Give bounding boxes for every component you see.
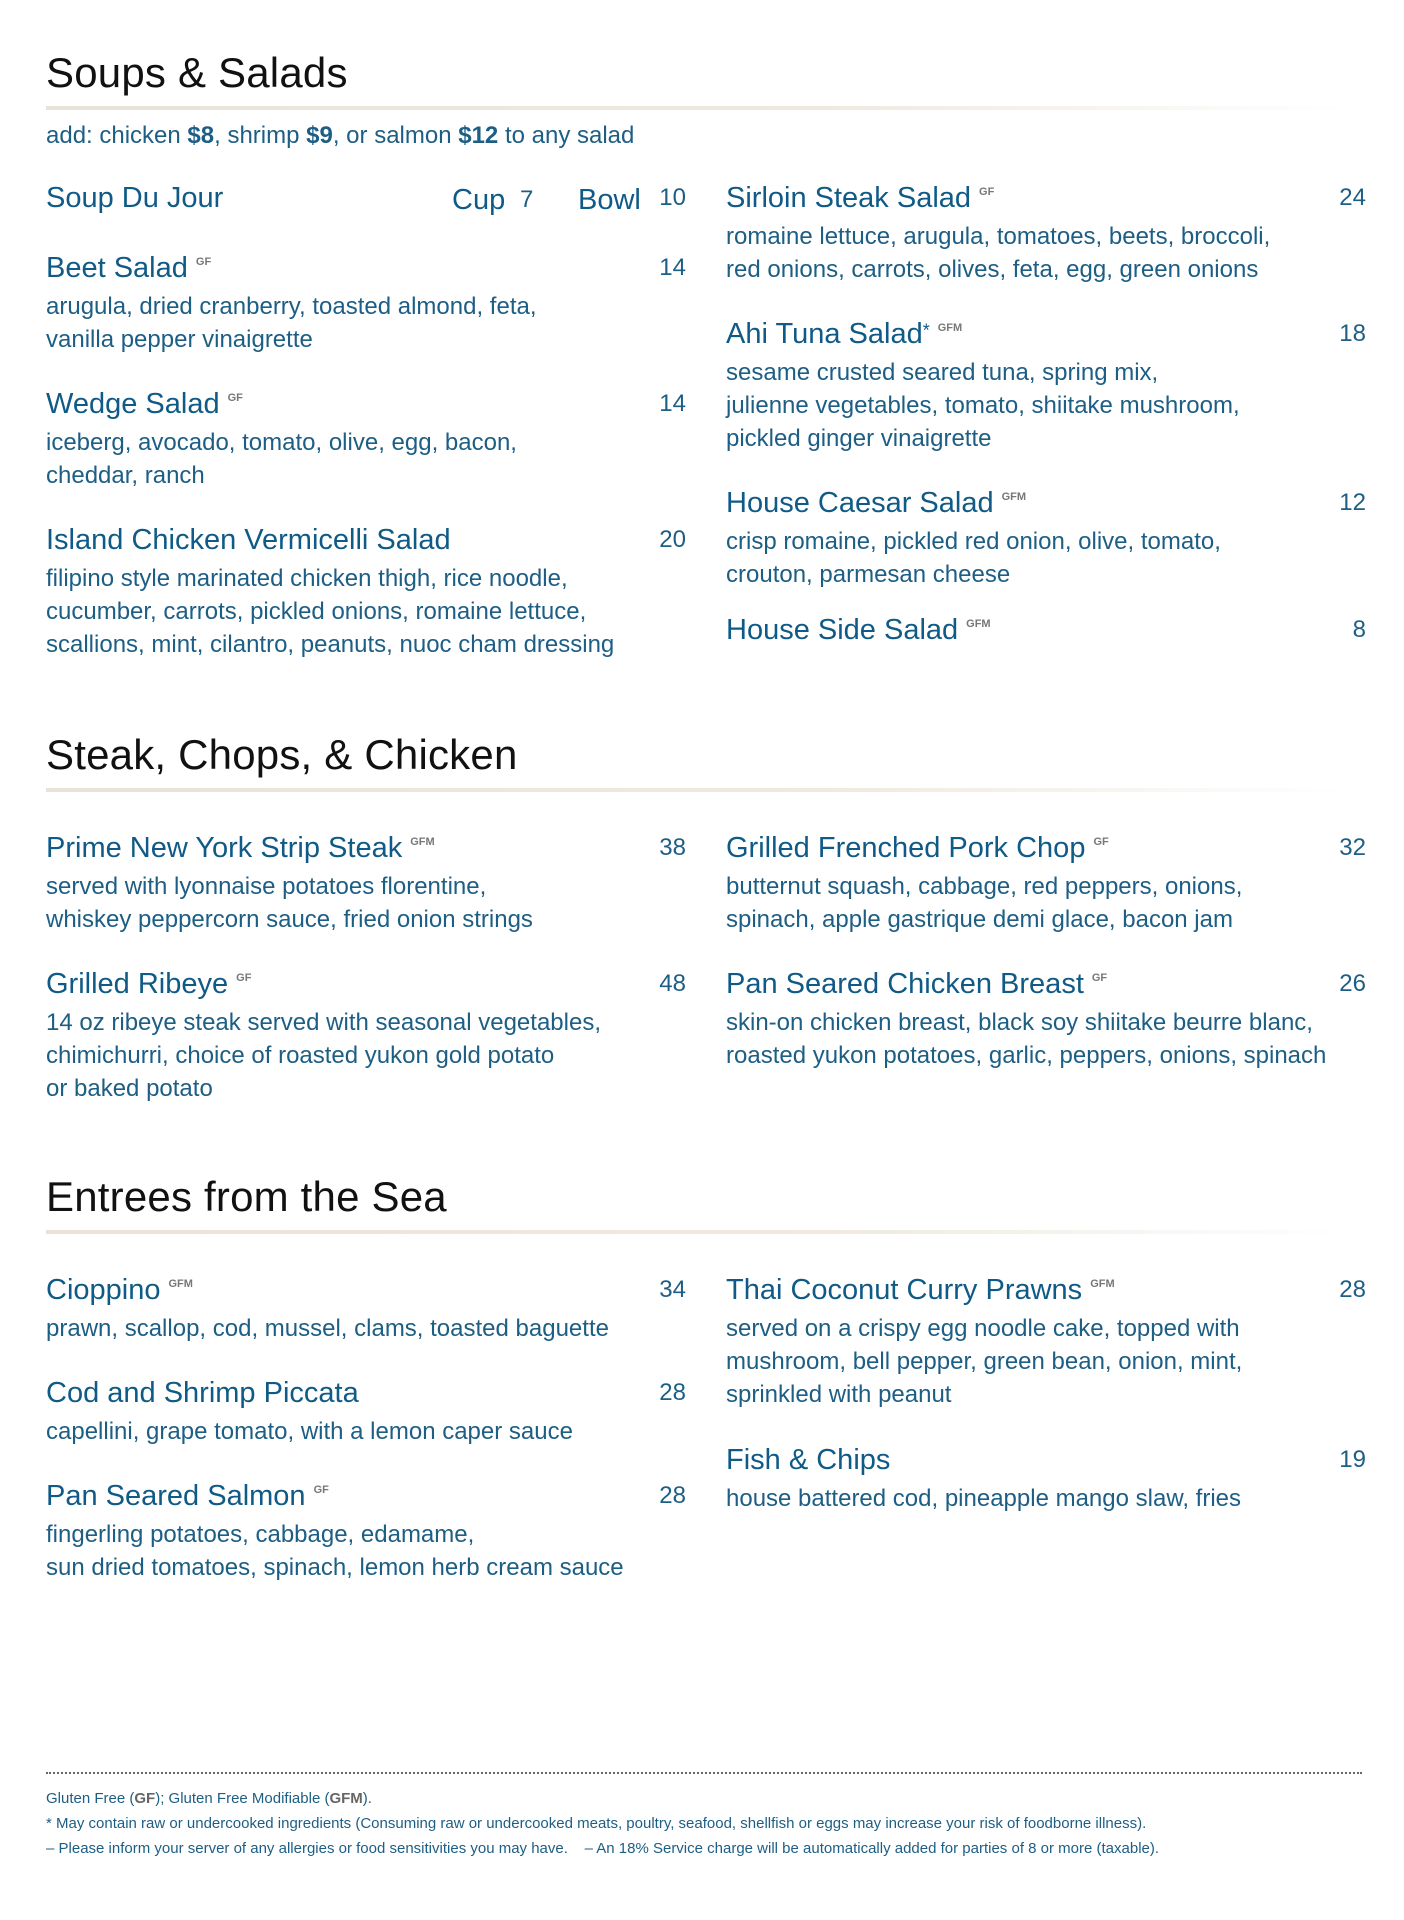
section-divider <box>46 1230 1346 1234</box>
section-divider <box>46 788 1346 792</box>
item-name: Ahi Tuna Salad <box>726 318 923 350</box>
item-price: 28 <box>659 1379 686 1406</box>
item-description-line: sesame crusted seared tuna, spring mix, <box>726 359 1159 386</box>
item-price: 12 <box>1339 489 1366 516</box>
menu-item-prime-new-york-strip-steak <box>46 832 686 936</box>
item-name: Sirloin Steak Salad <box>726 182 972 214</box>
item-price: 19 <box>1339 1446 1366 1473</box>
menu-item-wedge-salad <box>46 388 686 492</box>
item-price: 14 <box>659 390 686 417</box>
item-header <box>726 1444 1366 1482</box>
item-description-line: crouton, parmesan cheese <box>726 561 1011 588</box>
sea-section <box>46 1170 1356 1234</box>
menu-item-thai-coconut-curry-prawns <box>726 1274 1366 1411</box>
menu-item-cioppino <box>46 1274 686 1345</box>
item-description-line: prawn, scallop, cod, mussel, clams, toasted baguette <box>46 1315 609 1342</box>
item-description-line: capellini, grape tomato, with a lemon caper sauce <box>46 1418 573 1445</box>
item-description-line: house battered cod, pineapple mango slaw, fries <box>726 1485 1242 1512</box>
item-header <box>726 832 1366 870</box>
item-description-line: sprinkled with peanut <box>726 1381 952 1408</box>
legend-gfm: GFM <box>329 1790 363 1807</box>
item-price: 8 <box>1352 616 1366 643</box>
dietary-tag: GF <box>227 391 243 404</box>
legend-text: Gluten Free ( <box>46 1790 135 1807</box>
footer-raw-warning: * May contain raw or undercooked ingredients (Consuming raw or undercooked meats, poultry, seafood, shellfish or eggs may increase your risk of foodborne illness). <box>46 1815 1147 1832</box>
item-header <box>726 614 1366 652</box>
item-header <box>726 1274 1366 1312</box>
menu-item-cod-and-shrimp-piccata <box>46 1377 686 1448</box>
item-name: Pan Seared Salmon <box>46 1480 306 1512</box>
addon-text: , shrimp <box>214 122 307 149</box>
section-divider <box>46 106 1346 110</box>
steak-section <box>46 728 1356 792</box>
dietary-tag: GFM <box>937 321 963 334</box>
item-header <box>46 524 686 562</box>
footer-dotted-divider <box>46 1772 1362 1774</box>
chicken-addon-price: $8 <box>187 122 215 149</box>
cup-price: 7 <box>520 186 534 213</box>
menu-item-house-caesar-salad <box>726 487 1366 591</box>
item-description-line: julienne vegetables, tomato, shiitake mushroom, <box>726 392 1240 419</box>
dietary-tag: GFM <box>1090 1277 1115 1290</box>
item-header <box>46 1480 686 1518</box>
item-price: 28 <box>659 1482 686 1509</box>
raw-warning-asterisk: * <box>922 320 930 341</box>
item-description-line: iceberg, avocado, tomato, olive, egg, bacon, <box>46 429 517 456</box>
item-header <box>46 252 686 290</box>
menu-item-sirloin-steak-salad <box>726 182 1366 286</box>
item-name: Cioppino <box>46 1274 161 1306</box>
item-description-line: served on a crispy egg noodle cake, topped with <box>726 1315 1240 1342</box>
item-description-line: crisp romaine, pickled red onion, olive, tomato, <box>726 528 1221 555</box>
item-description-line: filipino style marinated chicken thigh, rice noodle, <box>46 565 568 592</box>
item-description-line: served with lyonnaise potatoes florentine, <box>46 873 487 900</box>
item-price: 26 <box>1339 970 1366 997</box>
item-description-line: roasted yukon potatoes, garlic, peppers, onions, spinach <box>726 1042 1327 1069</box>
item-header <box>726 318 1366 356</box>
item-description-line: mushroom, bell pepper, green bean, onion, mint, <box>726 1348 1243 1375</box>
addon-text: , or salmon <box>332 122 459 149</box>
item-description-line: cucumber, carrots, pickled onions, romaine lettuce, <box>46 598 587 625</box>
dietary-tag: GFM <box>966 617 991 630</box>
item-name: Wedge Salad <box>46 388 220 420</box>
item-name: House Side Salad <box>726 614 959 646</box>
dietary-tag: GF <box>979 185 995 198</box>
item-description-line: whiskey peppercorn sauce, fried onion strings <box>46 906 533 933</box>
menu-item-grilled-ribeye <box>46 968 686 1105</box>
legend-gf: GF <box>134 1790 156 1807</box>
item-name: Grilled Frenched Pork Chop <box>726 832 1086 864</box>
item-description-line: chimichurri, choice of roasted yukon gold potato <box>46 1042 555 1069</box>
dietary-tag: GF <box>313 1483 329 1496</box>
item-description-line: pickled ginger vinaigrette <box>726 425 992 452</box>
menu-item-pan-seared-chicken-breast <box>726 968 1366 1072</box>
dietary-tag: GFM <box>410 835 435 848</box>
item-description-line: skin-on chicken breast, black soy shiitake beurre blanc, <box>726 1009 1313 1036</box>
addon-text: add: chicken <box>46 122 188 149</box>
dietary-tag: GF <box>236 971 252 984</box>
section-title-steak: Steak, Chops, & Chicken <box>46 731 518 778</box>
cup-label: Cup <box>452 184 506 216</box>
dietary-tag: GF <box>1093 835 1109 848</box>
item-description-line: sun dried tomatoes, spinach, lemon herb cream sauce <box>46 1554 624 1581</box>
footer-allergy-service-note: – Please inform your server of any allergies or food sensitivities you may have. – An 18% Service charge will be automatically added for parties of 8 or more (taxable). <box>46 1840 1160 1857</box>
item-price: 28 <box>1339 1276 1366 1303</box>
legend-text: ); Gluten Free Modifiable ( <box>155 1790 330 1807</box>
item-header <box>46 1377 686 1415</box>
legend-text: ). <box>362 1790 372 1807</box>
menu-item-house-side-salad <box>726 614 1366 652</box>
section-title-soups: Soups & Salads <box>46 49 348 96</box>
item-price: 38 <box>659 834 686 861</box>
item-header <box>726 487 1366 525</box>
dietary-tag: GFM <box>1001 490 1027 503</box>
menu-item-pan-seared-salmon <box>46 1480 686 1584</box>
item-header <box>46 832 686 870</box>
item-description-line: red onions, carrots, olives, feta, egg, green onions <box>726 256 1259 283</box>
shrimp-addon-price: $9 <box>306 122 333 149</box>
dietary-tag: GF <box>195 255 212 268</box>
item-name: Cod and Shrimp Piccata <box>46 1377 359 1409</box>
item-name: Island Chicken Vermicelli Salad <box>46 524 451 556</box>
footer-gluten-legend <box>46 1786 1366 1811</box>
item-price: 14 <box>659 254 686 281</box>
item-header <box>46 1274 686 1312</box>
item-description-line: fingerling potatoes, cabbage, edamame, <box>46 1521 475 1548</box>
menu-footer <box>46 1772 1366 1861</box>
menu-item-beet-salad <box>46 252 686 356</box>
addon-text: to any salad <box>498 122 635 149</box>
item-description-line: butternut squash, cabbage, red peppers, onions, <box>726 873 1243 900</box>
item-name: Prime New York Strip Steak <box>46 832 403 864</box>
item-description-line: scallions, mint, cilantro, peanuts, nuoc cham dressing <box>46 631 615 658</box>
item-name: House Caesar Salad <box>726 487 994 519</box>
menu-item-island-chicken-vermicelli-salad <box>46 524 686 661</box>
item-header <box>726 182 1366 220</box>
item-price: 48 <box>659 970 686 997</box>
item-price: 18 <box>1339 320 1366 347</box>
item-description-line: or baked potato <box>46 1075 213 1102</box>
bowl-label: Bowl <box>578 184 641 216</box>
item-name: Beet Salad <box>46 252 188 284</box>
item-header <box>46 388 686 426</box>
item-price: 32 <box>1339 834 1366 861</box>
item-name: Grilled Ribeye <box>46 968 229 1000</box>
salmon-addon-price: $12 <box>458 122 499 149</box>
item-description-line: arugula, dried cranberry, toasted almond, feta, <box>46 293 537 320</box>
item-name: Thai Coconut Curry Prawns <box>726 1274 1083 1306</box>
item-price: 20 <box>659 526 686 553</box>
menu-item-grilled-frenched-pork-chop <box>726 832 1366 936</box>
item-header <box>726 968 1366 1006</box>
item-name: Fish & Chips <box>726 1444 891 1476</box>
item-description-line: 14 oz ribeye steak served with seasonal vegetables, <box>46 1009 601 1036</box>
item-description-line: vanilla pepper vinaigrette <box>46 326 313 353</box>
dietary-tag: GFM <box>168 1277 193 1290</box>
item-name: Pan Seared Chicken Breast <box>726 968 1084 1000</box>
menu-item-fish-chips <box>726 1444 1366 1515</box>
item-description-line: romaine lettuce, arugula, tomatoes, beets, broccoli, <box>726 223 1271 250</box>
menu-item-ahi-tuna-salad <box>726 318 1366 455</box>
item-description-line: spinach, apple gastrique demi glace, bacon jam <box>726 906 1233 933</box>
item-price: 34 <box>659 1276 686 1303</box>
dietary-tag: GF <box>1091 971 1108 984</box>
item-price: 24 <box>1339 184 1366 211</box>
item-header <box>46 968 686 1006</box>
item-description-line: cheddar, ranch <box>46 462 205 489</box>
bowl-price: 10 <box>659 184 686 211</box>
section-title-sea: Entrees from the Sea <box>46 1173 447 1220</box>
item-name: Soup Du Jour <box>46 182 224 214</box>
soups-section <box>46 46 1356 150</box>
salad-addon-note <box>46 122 1356 150</box>
menu-item-soup-du-jour <box>46 182 686 220</box>
